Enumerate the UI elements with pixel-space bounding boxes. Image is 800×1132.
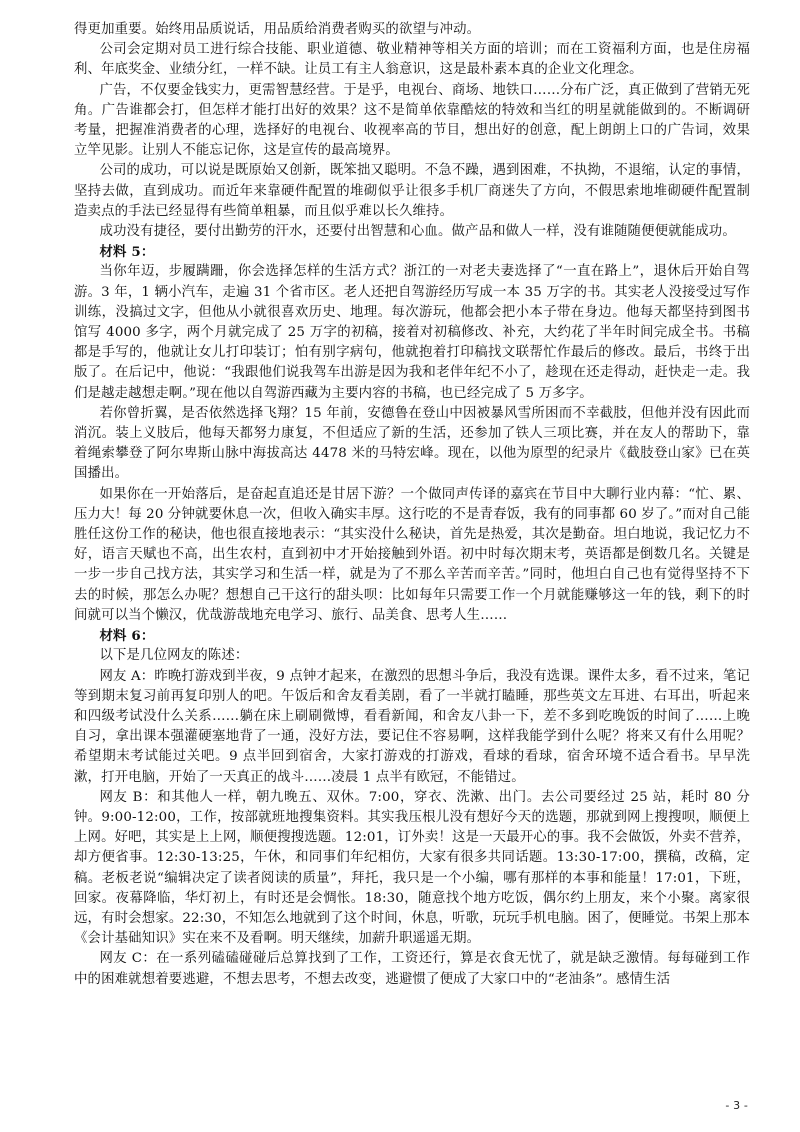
paragraph: 网友 A：昨晚打游戏到半夜，9 点钟才起来，在激烈的思想斗争后，我没有选课。课件太多，看不过来，笔记等到期末复习前再复印别人的吧。午饭后和舍友看美剧，看了一半就打瞌睡，那些英文左耳进、右耳出，听起来和四级考试没什么关系……躺在床上刷刷微博，看看新闻，和舍友八卦一下，差不多到吃晚饭的时间了……上晚自习，拿出课本强灌硬塞地背了一通，没好方法，要记住不容易啊，这样我能学到什么呢？将来又有什么用呢？希望期末考试能过关吧。9 点半回到宿舍，大家打游戏的打游戏，看球的看球，宿舍环境不适合看书。早早洗漱，打开电脑，开始了一天真正的战斗……凌晨 1 点半有欧冠，不能错过。	[74, 668, 750, 785]
paragraph: 如果你在一开始落后，是奋起直追还是甘居下游？一个做同声传译的嘉宾在节目中大聊行业内幕：“忙、累、压力大！每 20 分钟就要休息一次，但收入确实丰厚。这行吃的不是青春饭，我有的同事都 60 岁了。”而对自己能胜任这份工作的秘诀，他也很直接地表示：“其实没什么秘诀，首先是热爱，其次是勤奋。坦白地说，我记忆力不好，语言天赋也不高，出生农村，直到初中才开始接触到外语。初中时每次期末考，英语都是倒数几名。关键是一步一步自己找方法，其实学习和生活一样，就是为了不那么辛苦而辛苦。”同时，他坦白自己也有觉得坚持不下去的时候，那怎么办呢？想想自己干这行的甜头呗：比如每年只需要工作一个月就能赚够这一年的钱，剩下的时间就可以当个懒汉，优哉游哉地充电学习、旅行、品美食、思考人生……	[74, 486, 750, 623]
paragraph: 广告，不仅要金钱实力，更需智慧经营。于是乎，电视台、商场、地铁口……分布广泛，真正做到了营销无死角。广告谁都会打，但怎样才能打出好的效果？这不是简单依靠酷炫的特效和当红的明星就能做到的。不断调研考量，把握准消费者的心理，选择好的电视台、收视率高的节目，想出好的创意，配上朗朗上口的广告词，效果立竿见影。让别人不能忘记你，这是宣传的最高境界。	[74, 82, 750, 159]
document-body	[74, 20, 750, 990]
paragraph: 成功没有捷径，要付出勤劳的汗水，还要付出智慧和心血。做产品和做人一样，没有谁随随便便就能成功。	[99, 224, 736, 240]
paragraph: 当你年迈，步履蹒跚，你会选择怎样的生活方式？浙江的一对老夫妻选择了“一直在路上”，退休后开始自驾游。3 年，1 辆小汽车，走遍 31 个省市区。老人还把自驾游经历写成一本 35 万字的书。其实老人没接受过写作训练，没搞过文字，但他从小就很喜欢历史、地理。每次游玩，他都会把小本子带在身边。他每天都坚持到图书馆写 4000 多字，两个月就完成了 25 万字的初稿，接着对初稿修改、补充，大约花了半年时间完成全书。书稿都是手写的，他就让女儿打印装订；怕有别字病句，他就抱着打印稿找文联帮忙作最后的修改。最后，书终于出版了。在后记中，他说：“我跟他们说我驾车出游是因为我和老伴年纪不小了，趁现在还走得动，赶快走一走。我们是越走越想走啊。”现在他以自驾游西藏为主要内容的书稿，也已经完成了 5 万多字。	[74, 264, 750, 401]
section-heading: 材料 5：	[99, 244, 155, 261]
page-number: - 3 -	[725, 1098, 748, 1112]
paragraph: 网友 C：在一系列磕磕碰碰后总算找到了工作，工资还行，算是衣食无忧了，就是缺乏激情。每每碰到工作中的困难就想着要逃避，不想去思考，不想去改变，逃避惯了便成了大家口中的“老油条”。感情生活	[74, 951, 750, 987]
section-heading: 材料 6：	[99, 628, 155, 645]
paragraph: 若你曾折翼，是否依然选择飞翔？15 年前，安德鲁在登山中因被暴风雪所困而不幸截肢，但他并没有因此而消沉。装上义肢后，他每天都努力康复，不但适应了新的生活，还参加了铁人三项比赛，并在友人的帮助下，靠着绳索攀登了阿尔卑斯山脉中海拔高达 4478 米的马特宏峰。现在，以他为原型的纪录片《截肢登山家》已在英国播出。	[74, 405, 750, 482]
paragraph: 得更加重要。始终用品质说话，用品质给消费者购买的欲望与冲动。	[74, 22, 481, 37]
paragraph: 以下是几位网友的陈述：	[99, 648, 249, 664]
paragraph: 公司的成功，可以说是既原始又创新，既笨拙又聪明。不急不躁，遇到困难，不执拗，不退缩，认定的事情，坚持去做，直到成功。而近年来靠硬件配置的堆砌似乎让很多手机厂商迷失了方向，不假思索地堆砌硬件配置制造卖点的手法已经显得有些简单粗暴，而且似乎难以长久维持。	[74, 163, 750, 219]
paragraph: 公司会定期对员工进行综合技能、职业道德、敬业精神等相关方面的培训；而在工资福利方面，也是住房福利、年底奖金、业绩分红，一样不缺。让员工有主人翁意识，这是最朴素本真的企业文化理念。	[74, 42, 750, 78]
paragraph: 网友 B：和其他人一样，朝九晚五、双休。7:00，穿衣、洗漱、出门。去公司要经过 25 站，耗时 80 分钟。9:00-12:00，工作，按部就班地搜集资料。其实我压根儿没有想好今天的选题，那就到网上搜搜呗，顺便上上网。好吧，其实是上上网，顺便搜搜选题。12:01，订外卖！这是一天最开心的事。我不会做饭，外卖不营养，却方便省事。12:30-13:25，午休，和同事们年纪相仿，大家有很多共同话题。13:30-17:00，撰稿，改稿，定稿。老板老说“编辑决定了读者阅读的质量”，拜托，我只是一个小编，哪有那样的本事和能量！17:01，下班，回家。夜幕降临，华灯初上，有时还是会惆怅。18:30，随意找个地方吃饭，偶尔约上朋友，来个小聚。离家很远，有时会想家。22:30，不知怎么地就到了这个时间，休息，听歌，玩玩手机电脑。困了，便睡觉。书架上那本《会计基础知识》实在来不及看啊。明天继续，加薪升职遥遥无期。	[74, 789, 750, 947]
